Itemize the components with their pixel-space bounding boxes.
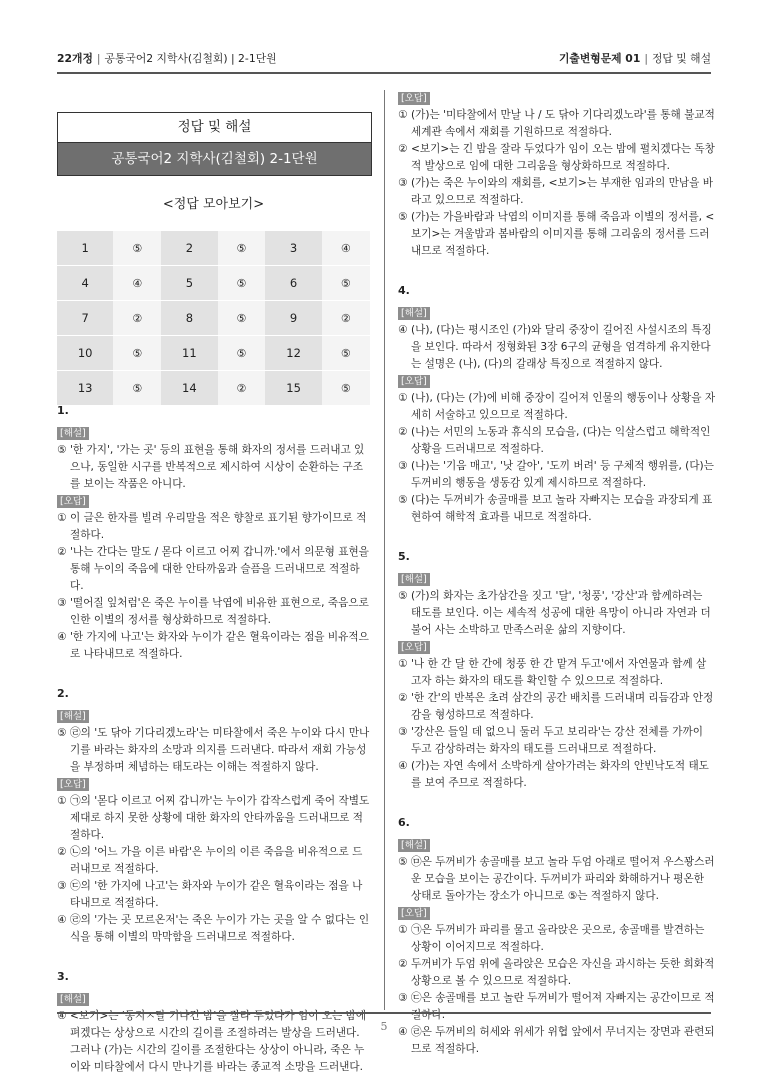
explanation-tag: [해설] xyxy=(57,710,89,723)
answer-choice: ⑤ xyxy=(113,231,161,266)
item-text: 두꺼비가 두엄 위에 올라앉은 모습은 자신을 과시하는 듯한 희화적 상황으로 볼 수 있으므로 적절하다. xyxy=(411,958,715,987)
question-number: 10 xyxy=(57,336,113,371)
answer-table xyxy=(57,231,370,406)
item-text: '나 한 간 달 한 간에 청풍 한 간 맡겨 두고'에서 자연물과 함께 살고자 하는 화자의 태도를 확인할 수 있으므로 적절하다. xyxy=(411,658,707,687)
question-number: 1 xyxy=(57,231,113,266)
wrong-answer-item xyxy=(398,758,716,792)
item-text: (나)는 서민의 노동과 휴식의 모습을, (다)는 익살스럽고 해학적인 상황을 드러내므로 적절하다. xyxy=(411,426,711,455)
wrong-answer-item xyxy=(398,209,716,260)
wrong-answer-item xyxy=(57,544,370,595)
answer-choice: ② xyxy=(113,301,161,336)
wrong-answer-item xyxy=(57,793,370,844)
title-box-title: 정답 및 해설 xyxy=(177,119,252,135)
item-text: '강산은 들일 데 없으니 둘러 두고 보리라'는 강산 전체를 가까이 두고 감상하려는 화자의 태도를 드러내므로 적절하다. xyxy=(411,726,703,755)
question-number: 13 xyxy=(57,371,113,406)
header-curriculum: 22개정 xyxy=(57,52,93,65)
choice-marker: ③ xyxy=(398,726,408,738)
choice-marker: ④ xyxy=(57,631,67,643)
choice-marker: ② xyxy=(57,546,67,558)
item-text: (나), (다)는 (가)에 비해 중장이 길어져 인물의 행동이나 상황을 자세히 서술하고 있으므로 적절하다. xyxy=(411,392,716,421)
question-number: 2 xyxy=(161,231,217,266)
wrong-answer-item xyxy=(57,912,370,946)
choice-marker: ⑤ xyxy=(57,727,67,739)
choice-marker: ① xyxy=(398,658,408,670)
question-number-heading: 2. xyxy=(57,687,69,700)
choice-marker: ② xyxy=(57,846,67,858)
choice-marker: ④ xyxy=(57,1010,67,1022)
choice-marker: ① xyxy=(398,109,408,121)
item-text: '떨어질 잎처럼'은 죽은 누이를 낙엽에 비유한 표현으로, 죽음으로 인한 이별의 정서를 형상화하므로 적절하다. xyxy=(70,597,369,626)
explanation-item xyxy=(57,725,370,776)
item-text: ㉢은 송골매를 보고 놀란 두꺼비가 떨어져 자빠지는 공간이므로 적절하다. xyxy=(411,992,715,1021)
item-text: <보기>는 긴 밤을 잘라 두었다가 임이 오는 밤에 펼치겠다는 독창적 발상으로 임에 대한 그리움을 형상화하므로 적절하다. xyxy=(411,143,715,172)
explanation-tag: [해설] xyxy=(398,573,430,586)
wrong-answer-tag: [오답] xyxy=(398,375,430,388)
question-3-continued xyxy=(398,90,716,260)
item-text: (나), (다)는 평시조인 (가)와 달리 중장이 길어진 사설시조의 특징을 보인다. 따라서 정형화된 3장 6구의 균형을 엄격하게 유지한다는 설명은 (나), (다)의 갈래상 특징으로 적절하지 않다. xyxy=(411,324,712,370)
choice-marker: ② xyxy=(398,958,408,970)
wrong-answer-item xyxy=(398,956,716,990)
wrong-answer-tag: [오답] xyxy=(398,92,430,105)
choice-marker: ③ xyxy=(398,460,408,472)
item-text: <보기>는 '동지ㅅ달 기나긴 밤'을 잘라 두었다가 임이 오는 밤에 펴겠다는 상상으로 시간의 길이를 조절하려는 발상을 드러낸다. 그러나 (가)는 시간의 길이를 조절한다는 상상이 아니라, 죽은 누이와 미타찰에서 다시 만나기를 바라는 종교적 소망을 드러낸다. xyxy=(70,1010,367,1073)
question-number: 8 xyxy=(161,301,217,336)
explanation-item xyxy=(398,322,716,373)
answer-choice: ⑤ xyxy=(218,266,266,301)
explanation-tag: [해설] xyxy=(57,993,89,1006)
item-text: (나)는 '기음 매고', '낫 갈아', '도끼 버려' 등 구체적 행위를, (다)는 두꺼비의 행동을 생동감 있게 제시하므로 적절하다. xyxy=(411,460,714,489)
choice-marker: ② xyxy=(398,692,408,704)
question-number-heading: 4. xyxy=(398,284,410,297)
wrong-answer-item xyxy=(398,656,716,690)
item-text: ㉣의 '도 닦아 기다리겠노라'는 미타찰에서 죽은 누이와 다시 만나기를 바라는 화자의 소망과 의지를 드러낸다. 따라서 재회 가능성을 부정하며 체념하는 태도라는 이해는 적절하지 않다. xyxy=(70,727,370,773)
wrong-answer-item xyxy=(57,844,370,878)
header-series: 기출변형문제 01 xyxy=(558,52,641,65)
answer-choice: ⑤ xyxy=(113,336,161,371)
column-divider xyxy=(384,90,385,1010)
item-text: '한 가지', '가는 곳' 등의 표현을 통해 화자의 정서를 드러내고 있으나, 동일한 시구를 반복적으로 제시하여 시상이 순환하는 구조를 보이는 작품은 아니다. xyxy=(70,444,365,490)
question-2 xyxy=(57,685,370,946)
choice-marker: ④ xyxy=(57,914,67,926)
answer-row xyxy=(57,301,370,336)
question-4 xyxy=(398,282,716,526)
question-number-heading: 6. xyxy=(398,816,410,829)
wrong-answer-item xyxy=(398,922,716,956)
question-number: 6 xyxy=(265,266,321,301)
choice-marker: ① xyxy=(57,795,67,807)
answer-row xyxy=(57,231,370,266)
footer-rule xyxy=(57,1012,711,1014)
answer-choice: ⑤ xyxy=(113,371,161,406)
choice-marker: ② xyxy=(398,426,408,438)
item-text: ㉡의 '어느 가을 이른 바람'은 누이의 이른 죽음을 비유적으로 드러내므로 적절하다. xyxy=(70,846,363,875)
answer-choice: ④ xyxy=(113,266,161,301)
item-text: (가)의 화자는 초가삼간을 짓고 '달', '청풍', '강산'과 함께하려는 태도를 보인다. 이는 세속적 성공에 대한 욕망이 아니라 자연과 더불어 사는 소박하고 만족스러운 삶의 지향이다. xyxy=(411,590,711,636)
header-rule xyxy=(57,72,711,74)
question-number: 14 xyxy=(161,371,217,406)
answer-choice: ⑤ xyxy=(218,301,266,336)
question-number: 5 xyxy=(161,266,217,301)
right-column xyxy=(398,90,716,1058)
answer-row xyxy=(57,336,370,371)
question-number: 11 xyxy=(161,336,217,371)
explanation-tag: [해설] xyxy=(57,427,89,440)
explanation-tag: [해설] xyxy=(398,839,430,852)
wrong-answer-item xyxy=(398,492,716,526)
choice-marker: ⑤ xyxy=(398,590,408,602)
explanation-item xyxy=(398,854,716,905)
question-number-heading: 5. xyxy=(398,550,410,563)
wrong-answer-item xyxy=(398,724,716,758)
wrong-answer-item xyxy=(398,107,716,141)
answer-choice: ⑤ xyxy=(322,371,370,406)
answer-choice: ④ xyxy=(322,231,370,266)
wrong-answer-item xyxy=(398,458,716,492)
answer-row xyxy=(57,266,370,301)
wrong-answer-item xyxy=(398,390,716,424)
header-right: 기출변형문제 01 | 정답 및 해설 xyxy=(558,52,711,65)
question-number-heading: 3. xyxy=(57,970,69,983)
choice-marker: ③ xyxy=(57,880,67,892)
choice-marker: ③ xyxy=(398,992,408,1004)
question-number: 7 xyxy=(57,301,113,336)
item-text: (다)는 두꺼비가 송골매를 보고 놀라 자빠지는 모습을 과장되게 표현하여 해학적 효과를 내므로 적절하다. xyxy=(411,494,713,523)
item-text: ㉣의 '가는 곳 모르온저'는 죽은 누이가 가는 곳을 알 수 없다는 인식을 통해 이별의 막막함을 드러내므로 적절하다. xyxy=(70,914,370,943)
wrong-answer-item xyxy=(57,878,370,912)
choice-marker: ⑤ xyxy=(398,494,408,506)
wrong-answer-item xyxy=(57,510,370,544)
header-left: 22개정 | 공통국어2 지학사(김철회) | 2-1단원 xyxy=(57,52,277,65)
choice-marker: ④ xyxy=(398,1026,408,1038)
question-number: 4 xyxy=(57,266,113,301)
page-number: 5 xyxy=(380,1020,388,1033)
item-text: ㉤은 두꺼비가 송골매를 보고 놀라 두엄 아래로 떨어져 우스꽝스러운 모습을 보이는 공간이다. 두꺼비가 파리와 화해하거나 평온한 상태로 돌아가는 장소가 아니므로 ⑤는 적절하지 않다. xyxy=(411,856,715,902)
choice-marker: ① xyxy=(398,924,408,936)
answer-summary-title: <정답 모아보기> xyxy=(162,197,265,212)
item-text: (가)는 가을바람과 낙엽의 이미지를 통해 죽음과 이별의 정서를, <보기>는 겨울밤과 봄바람의 이미지를 통해 그리움의 정서를 드러내므로 적절하다. xyxy=(411,211,715,257)
answer-choice: ② xyxy=(322,301,370,336)
item-text: '한 가지에 나고'는 화자와 누이가 같은 혈육이라는 점을 비유적으로 나타내므로 적절하다. xyxy=(70,631,369,660)
item-text: '나는 간다는 말도 / 몯다 이르고 어찌 갑니까.'에서 의문형 표현을 통해 누이의 죽음에 대한 안타까움과 슬픔을 드러내므로 적절하다. xyxy=(70,546,369,592)
wrong-answer-tag: [오답] xyxy=(398,907,430,920)
question-5 xyxy=(398,548,716,792)
choice-marker: ④ xyxy=(398,324,408,336)
item-text: ㉣은 두꺼비의 허세와 위세가 위협 앞에서 무너지는 장면과 관련되므로 적절하다. xyxy=(411,1026,715,1055)
wrong-answer-item xyxy=(398,690,716,724)
choice-marker: ③ xyxy=(398,177,408,189)
choice-marker: ③ xyxy=(57,597,67,609)
choice-marker: ① xyxy=(57,512,67,524)
item-text: (가)는 죽은 누이와의 재회를, <보기>는 부재한 임과의 만남을 바라고 있으므로 적절하다. xyxy=(411,177,713,206)
item-text: (가)는 자연 속에서 소박하게 살아가려는 화자의 안빈낙도적 태도를 보여 주므로 적절하다. xyxy=(411,760,709,789)
wrong-answer-tag: [오답] xyxy=(398,641,430,654)
question-number: 3 xyxy=(265,231,321,266)
item-text: 이 글은 한자를 빌려 우리말을 적은 향찰로 표기된 향가이므로 적절하다. xyxy=(70,512,367,541)
wrong-answer-item xyxy=(57,595,370,629)
answer-choice: ⑤ xyxy=(322,336,370,371)
wrong-answer-item xyxy=(398,424,716,458)
wrong-answer-tag: [오답] xyxy=(57,778,89,791)
item-text: ㉢의 '한 가지에 나고'는 화자와 누이가 같은 혈육이라는 점을 나타내므로 적절하다. xyxy=(70,880,363,909)
choice-marker: ⑤ xyxy=(398,856,408,868)
explanation-tag: [해설] xyxy=(398,307,430,320)
item-text: ㉠의 '몯다 이르고 어찌 갑니까'는 누이가 갑작스럽게 죽어 작별도 제대로 하지 못한 상황에 대한 화자의 안타까움을 드러내므로 적절하다. xyxy=(70,795,370,841)
item-text: '한 간'의 반복은 초려 삼간의 공간 배치를 드러내며 리듬감과 안정감을 형성하므로 적절하다. xyxy=(411,692,714,721)
answer-choice: ⑤ xyxy=(218,336,266,371)
explanation-item xyxy=(57,442,370,493)
wrong-answer-item xyxy=(398,141,716,175)
choice-marker: ⑤ xyxy=(57,444,67,456)
wrong-answer-item xyxy=(398,175,716,209)
header-course: 공통국어2 지학사(김철회) | 2-1단원 xyxy=(104,52,277,65)
wrong-answer-tag: [오답] xyxy=(57,495,89,508)
page-header xyxy=(57,50,711,68)
choice-marker: ④ xyxy=(398,760,408,772)
answer-choice: ⑤ xyxy=(322,266,370,301)
title-box-subtitle: 공통국어2 지학사(김철회) 2-1단원 xyxy=(58,142,371,175)
question-number: 12 xyxy=(265,336,321,371)
answer-choice: ⑤ xyxy=(218,231,266,266)
answer-row xyxy=(57,371,370,406)
question-number: 15 xyxy=(265,371,321,406)
title-box xyxy=(57,112,372,176)
item-text: ㉠은 두꺼비가 파리를 물고 올라앉은 곳으로, 송골매를 발견하는 상황이 이어지므로 적절하다. xyxy=(411,924,705,953)
wrong-answer-item xyxy=(57,629,370,663)
answer-choice: ② xyxy=(218,371,266,406)
item-text: (가)는 '미타찰에서 만날 나 / 도 닦아 기다리겠노라'를 통해 불교적 세계관 속에서 재회를 기원하므로 적절하다. xyxy=(411,109,715,138)
question-1 xyxy=(57,402,370,663)
question-number: 9 xyxy=(265,301,321,336)
left-column xyxy=(57,402,370,1076)
choice-marker: ① xyxy=(398,392,408,404)
question-number-heading: 1. xyxy=(57,404,69,417)
choice-marker: ② xyxy=(398,143,408,155)
header-section: 정답 및 해설 xyxy=(651,52,711,65)
choice-marker: ⑤ xyxy=(398,211,408,223)
explanation-item xyxy=(398,588,716,639)
